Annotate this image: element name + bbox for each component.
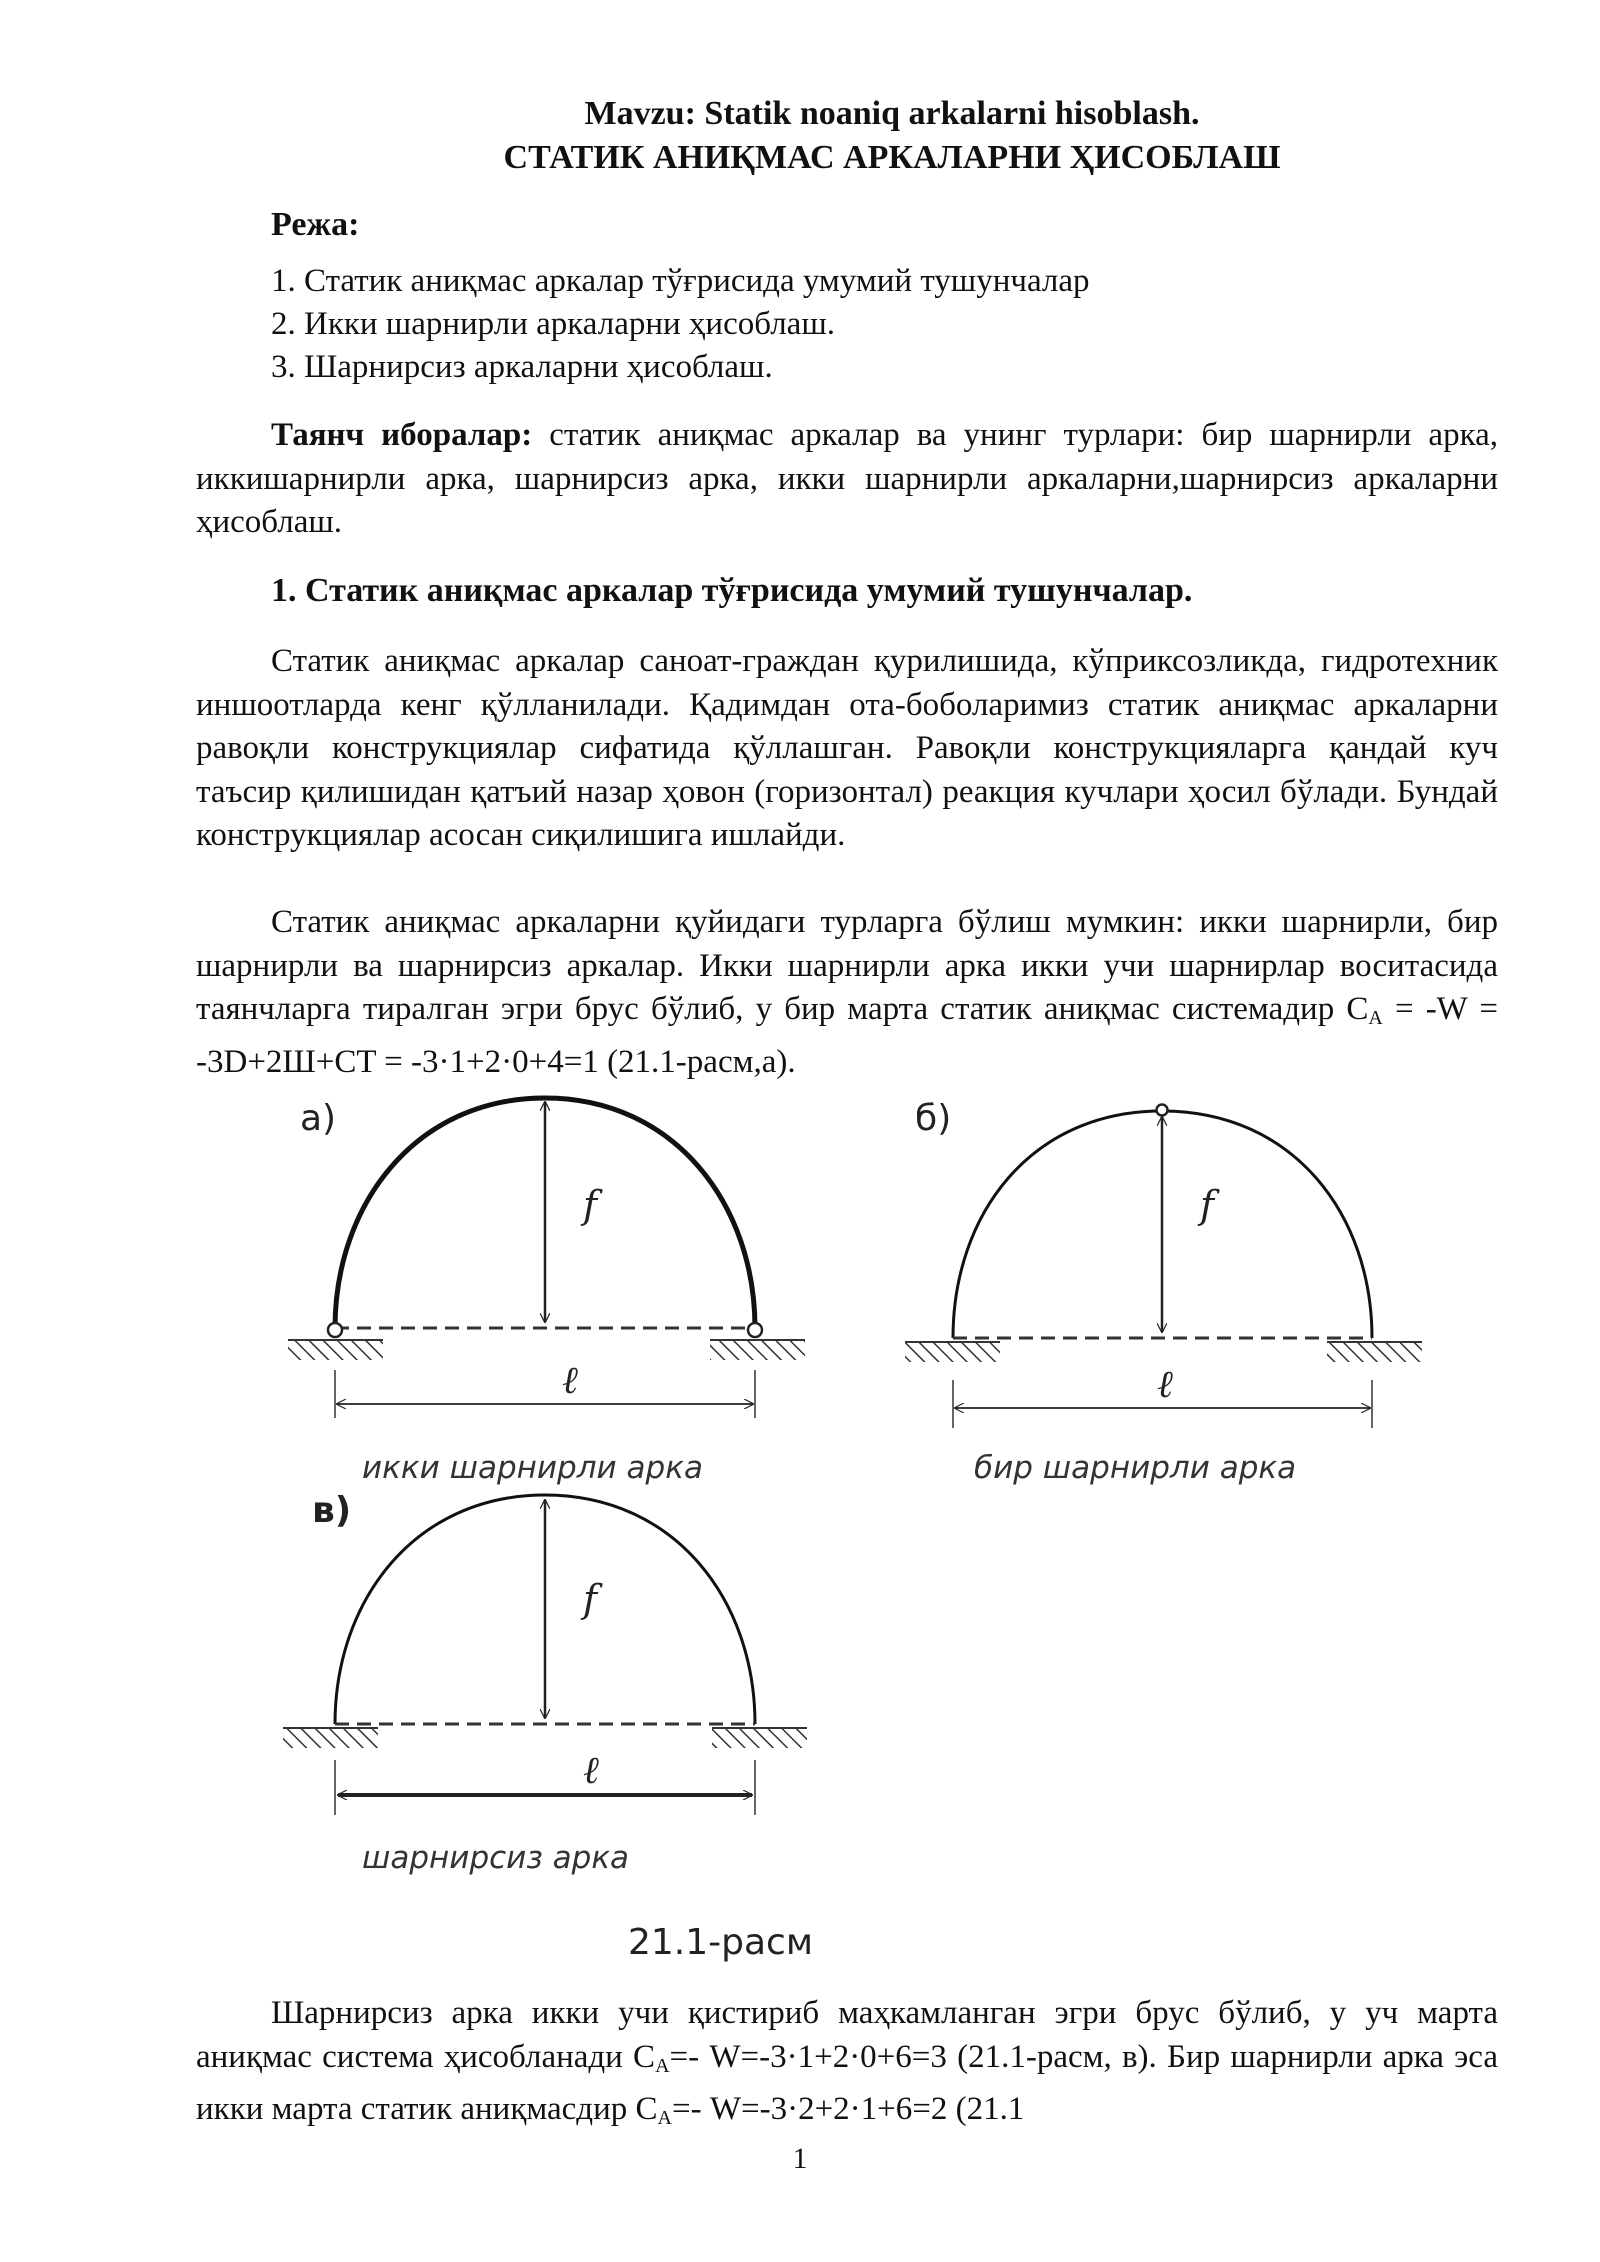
panel-b: [905, 1098, 1422, 1486]
fixed-support-hatch: [283, 1728, 378, 1748]
paragraph-1: Статик аниқмас аркалар саноат-граждан қурилишида, кўприксозликда, гидротехник иншоотларда кенг қўлланилади. Қадимдан ота-боболаримиз статик аниқмас аркаларни равоқли конструкциялар сифатида қўллашган. Равоқли конструкцияларга қандай куч таъсир қилишидан қатъий назар ҳовон (горизонтал) реакция кучлари ҳосил бўлади. Бундай конструкциялар асосан сиқилишига ишлайди.: [196, 643, 1498, 853]
rise-label: f: [583, 1183, 598, 1227]
plan-item: 2. Икки шарнирли аркаларни ҳисоблаш.: [271, 306, 835, 342]
rise-label: f: [1200, 1183, 1215, 1227]
panel-letter: а): [300, 1098, 337, 1139]
subscript: А: [655, 2054, 670, 2077]
panel-caption: шарнирсиз арка: [362, 1840, 630, 1876]
paragraph-3-formula: =- W=-3·1+2·0+6=3 (21.1-расм, в). Бир шарнирли арка эса икки марта статик аниқмасдир С: [196, 2038, 1498, 2127]
hinge-icon: [328, 1323, 342, 1337]
paragraph-2-formula: = -W = -3D+2Ш+CT = -3·1+2·0+4=1 (21.1-расм,а).: [196, 991, 1498, 1080]
support-hatch: [905, 1342, 1000, 1362]
plan-item: 3. Шарнирсиз аркаларни ҳисоблаш.: [271, 349, 773, 385]
panel-a: [288, 1098, 805, 1486]
keywords-label: Таянч иборалар:: [271, 417, 533, 453]
panel-v: [283, 1490, 807, 1876]
span-label: ℓ: [1157, 1362, 1173, 1406]
fixed-support-hatch: [712, 1728, 807, 1748]
panel-letter: в): [312, 1490, 352, 1531]
paragraph-3: [196, 1992, 1498, 2141]
subscript: А: [657, 2107, 672, 2129]
support-hatch: [288, 1340, 383, 1360]
figure-number: 21.1-расм: [628, 1922, 814, 1963]
hinge-icon: [748, 1323, 762, 1337]
crown-hinge-icon: [1157, 1105, 1168, 1116]
panel-caption: икки шарнирли арка: [362, 1450, 703, 1486]
page-number: 1: [792, 2142, 808, 2175]
section-heading: 1. Статик аниқмас аркалар тўғрисида умумий тушунчалар.: [271, 572, 1193, 609]
span-label: ℓ: [583, 1748, 599, 1792]
paragraph-3-text: Шарнирсиз арка икки учи қистириб маҳкамланган эгри брус бўлиб, у уч марта аниқмас система ҳисобланади С: [196, 1995, 1498, 2075]
subscript: А: [1368, 1007, 1383, 1029]
plan-heading: Режа:: [271, 206, 360, 243]
rise-label: f: [583, 1577, 598, 1621]
support-hatch: [710, 1340, 805, 1360]
paragraph-2-text: Статик аниқмас аркаларни қуйидаги турларга бўлиш мумкин: икки шарнирли, бир шарнирли ва шарнирсиз аркалар. Икки шарнирли арка икки учи шарнирлар воситасида таянчларга тиралган эгри брус бўлиб, у бир марта статик аниқмас системадир С: [196, 904, 1498, 1027]
support-hatch: [1327, 1342, 1422, 1362]
span-label: ℓ: [562, 1358, 578, 1402]
panel-letter: б): [915, 1098, 952, 1139]
plan-item: 1. Статик аниқмас аркалар тўғрисида умумий тушунчалар: [271, 263, 1090, 299]
keywords-text: статик аниқмас аркалар ва унинг турлари: бир шарнирли арка, иккишарнирли арка, шарнирсиз арка, икки шарнирли аркаларни,шарнирсиз аркаларни ҳисоблаш.: [196, 417, 1499, 540]
panel-caption: бир шарнирли арка: [974, 1450, 1297, 1486]
title-latin: Mavzu: Statik noaniq arkalarni hisoblash.: [584, 95, 1200, 132]
title-cyrillic: СТАТИК АНИҚМАС АРКАЛАРНИ ҲИСОБЛАШ: [503, 139, 1281, 176]
paragraph-3-formula-2: =- W=-3·2+2·1+6=2 (21.1: [671, 2091, 1025, 2127]
